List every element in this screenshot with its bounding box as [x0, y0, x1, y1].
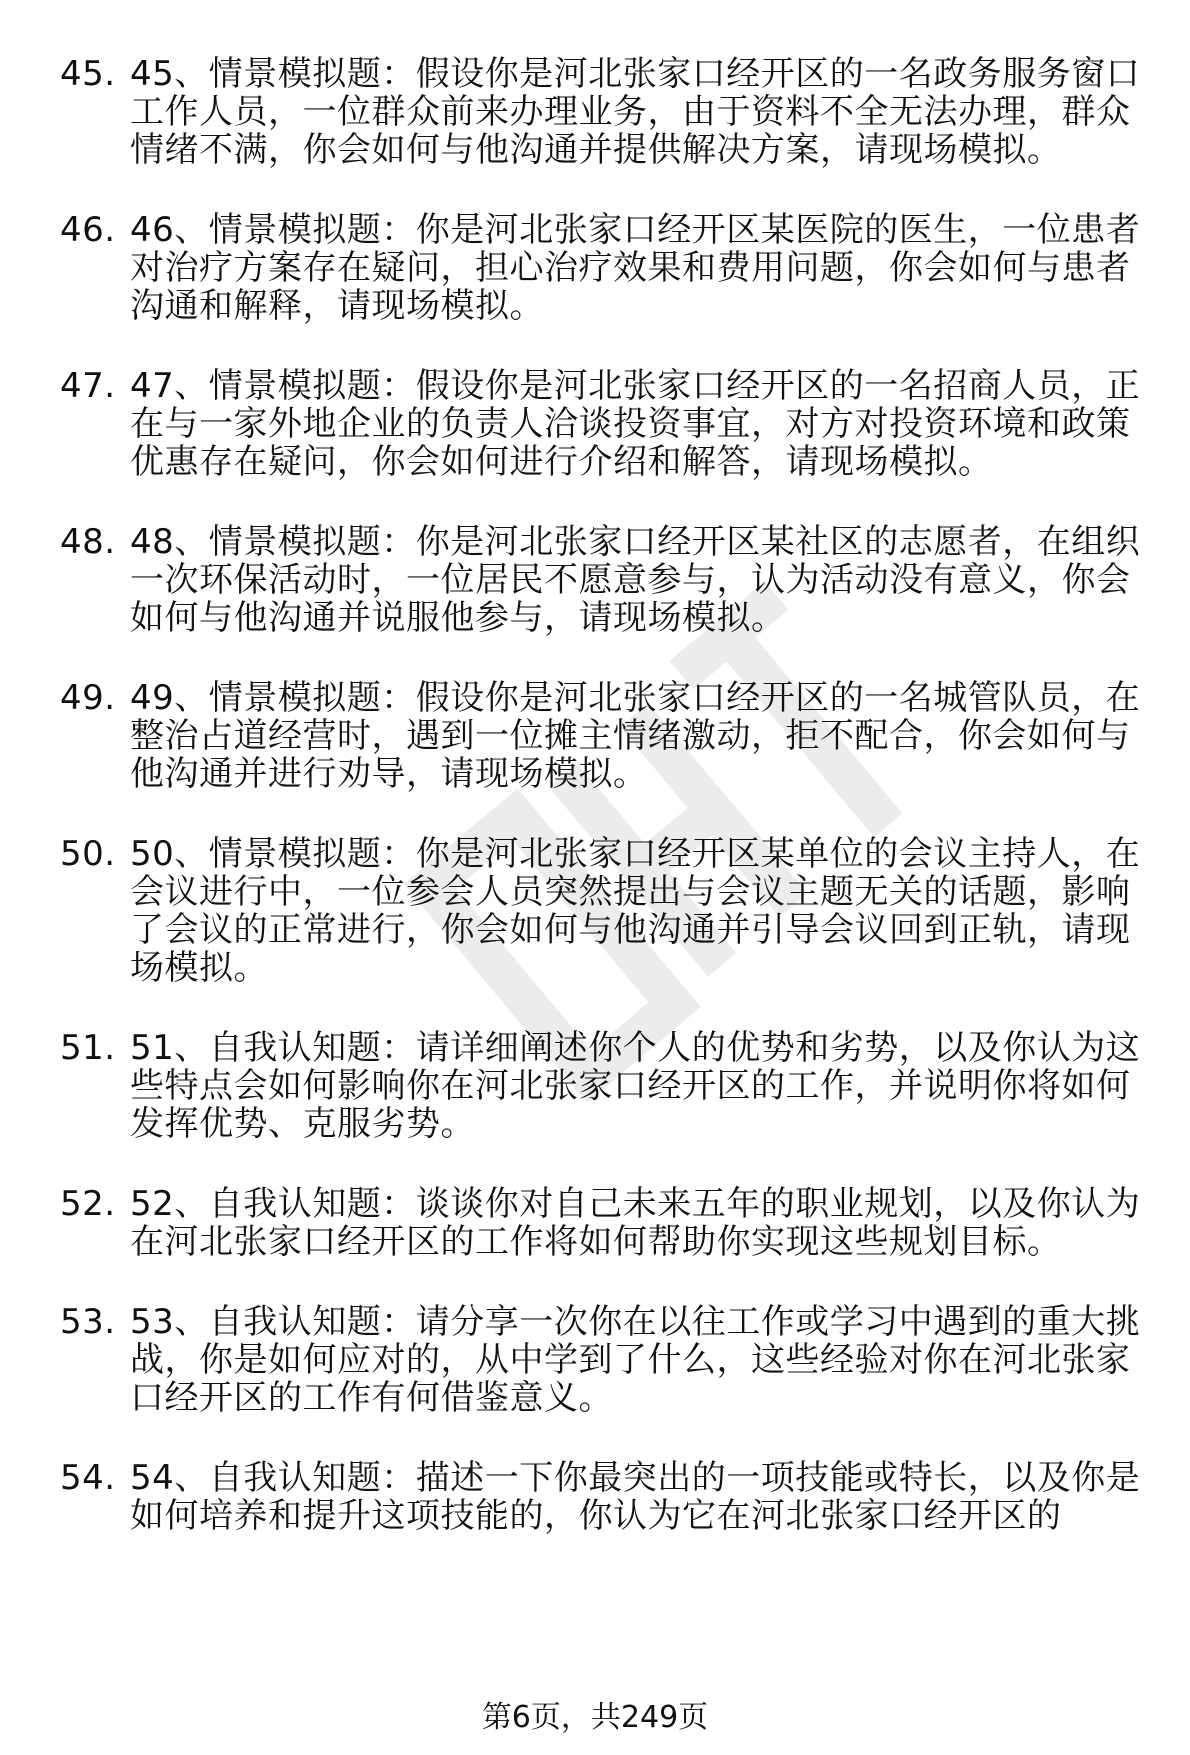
question-number: 52. — [60, 1184, 116, 1224]
question-text: 45、情景模拟题：假设你是河北张家口经开区的一名政务服务窗口工作人员，一位群众前来办理业务，由于资料不全无法办理，群众情绪不满，你会如何与他沟通并提供解决方案，请现场模拟。 — [130, 54, 1141, 170]
question-item-52 — [60, 1185, 1160, 1261]
question-text: 54、自我认知题：描述一下你最突出的一项技能或特长，以及你是如何培养和提升这项技能的，你认为它在河北张家口经开区的 — [130, 1458, 1141, 1536]
question-item-47 — [60, 367, 1160, 481]
question-number: 51. — [60, 1028, 116, 1068]
question-item-48 — [60, 523, 1160, 637]
question-text: 46、情景模拟题：你是河北张家口经开区某医院的医生，一位患者对治疗方案存在疑问，担心治疗效果和费用问题，你会如何与患者沟通和解释，请现场模拟。 — [130, 210, 1141, 326]
question-number: 53. — [60, 1302, 116, 1342]
question-item-53 — [60, 1303, 1160, 1417]
question-number: 46. — [60, 210, 116, 250]
question-text: 51、自我认知题：请详细阐述你个人的优势和劣势，以及你认为这些特点会如何影响你在河北张家口经开区的工作，并说明你将如何发挥优势、克服劣势。 — [130, 1028, 1141, 1144]
question-item-54 — [60, 1459, 1160, 1535]
question-number: 47. — [60, 366, 116, 406]
question-number: 45. — [60, 54, 116, 94]
question-text: 52、自我认知题：谈谈你对自己未来五年的职业规划，以及你认为在河北张家口经开区的工作将如何帮助你实现这些规划目标。 — [130, 1184, 1141, 1262]
question-text: 48、情景模拟题：你是河北张家口经开区某社区的志愿者，在组织一次环保活动时，一位居民不愿意参与，认为活动没有意义，你会如何与他沟通并说服他参与，请现场模拟。 — [130, 522, 1141, 638]
question-list — [60, 55, 1160, 1535]
question-item-49 — [60, 679, 1160, 793]
page-number-label: 第6页，共249页 — [481, 1700, 709, 1735]
question-item-50 — [60, 835, 1160, 987]
question-text: 47、情景模拟题：假设你是河北张家口经开区的一名招商人员，正在与一家外地企业的负责人洽谈投资事宜，对方对投资环境和政策优惠存在疑问，你会如何进行介绍和解答，请现场模拟。 — [130, 366, 1141, 482]
question-number: 50. — [60, 834, 116, 874]
question-text: 50、情景模拟题：你是河北张家口经开区某单位的会议主持人，在会议进行中，一位参会人员突然提出与会议主题无关的话题，影响了会议的正常进行，你会如何与他沟通并引导会议回到正轨，请现场模拟。 — [130, 834, 1141, 988]
question-item-45 — [60, 55, 1160, 169]
page-footer — [0, 1700, 1190, 1736]
question-text: 53、自我认知题：请分享一次你在以往工作或学习中遇到的重大挑战，你是如何应对的，从中学到了什么，这些经验对你在河北张家口经开区的工作有何借鉴意义。 — [130, 1302, 1141, 1418]
question-text: 49、情景模拟题：假设你是河北张家口经开区的一名城管队员，在整治占道经营时，遇到一位摊主情绪激动，拒不配合，你会如何与他沟通并进行劝导，请现场模拟。 — [130, 678, 1141, 794]
question-number: 48. — [60, 522, 116, 562]
question-number: 54. — [60, 1458, 116, 1498]
question-item-46 — [60, 211, 1160, 325]
question-item-51 — [60, 1029, 1160, 1143]
question-number: 49. — [60, 678, 116, 718]
